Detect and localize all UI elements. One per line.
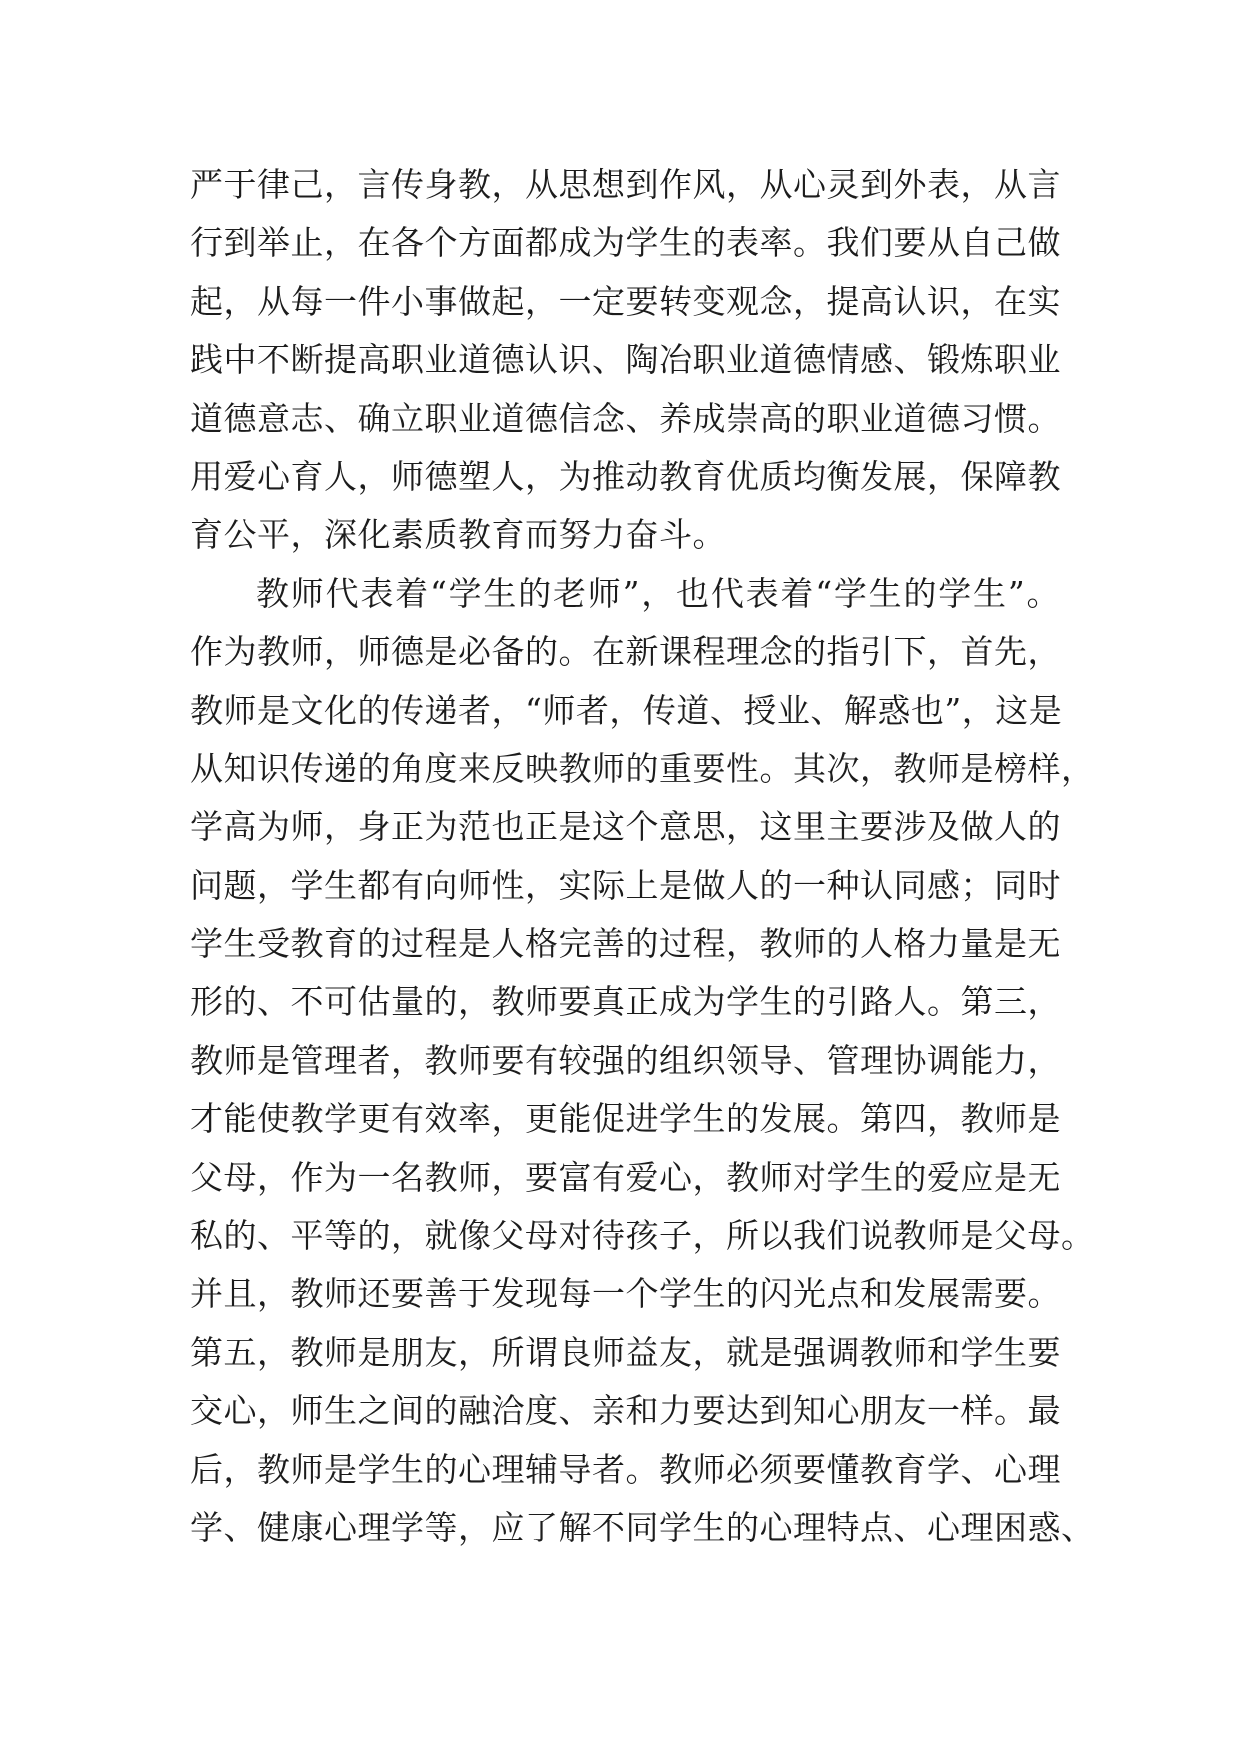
text-line: 学、健康心理学等，应了解不同学生的心理特点、心理困惑、 (190, 1507, 1095, 1547)
text-line: 教师是文化的传递者，“师者，传道、授业、解惑也”，这是 (190, 690, 1063, 730)
text-line: 父母，作为一名教师，要富有爱心，教师对学生的爱应是无 (190, 1157, 1061, 1197)
text-line: 起，从每一件小事做起，一定要转变观念，提高认识，在实 (190, 281, 1061, 321)
text-line: 学高为师，身正为范也正是这个意思，这里主要涉及做人的 (190, 807, 1061, 847)
text-line: 后，教师是学生的心理辅导者。教师必须要懂教育学、心理 (190, 1449, 1061, 1489)
text-line: 形的、不可估量的，教师要真正成为学生的引路人。第三， (190, 982, 1061, 1022)
text-line: 用爱心育人，师德塑人，为推动教育优质均衡发展，保障教 (190, 456, 1061, 496)
text-line: 第五，教师是朋友，所谓良师益友，就是强调教师和学生要 (190, 1332, 1061, 1372)
text-line: 行到举止，在各个方面都成为学生的表率。我们要从自己做 (190, 223, 1061, 263)
text-line: 才能使教学更有效率，更能促进学生的发展。第四，教师是 (190, 1099, 1061, 1139)
text-line: 教师是管理者，教师要有较强的组织领导、管理协调能力， (190, 1040, 1061, 1080)
text-line: 育公平，深化素质教育而努力奋斗。 (190, 515, 726, 555)
text-line: 道德意志、确立职业道德信念、养成崇高的职业道德习惯。 (190, 398, 1061, 438)
text-line: 问题，学生都有向师性，实际上是做人的一种认同感；同时 (190, 865, 1061, 905)
text-line: 从知识传递的角度来反映教师的重要性。其次，教师是榜样， (190, 748, 1095, 788)
text-line: 交心，师生之间的融洽度、亲和力要达到知心朋友一样。最 (190, 1391, 1061, 1431)
text-line: 并且，教师还要善于发现每一个学生的闪光点和发展需要。 (190, 1274, 1061, 1314)
body-text (190, 156, 1095, 1557)
text-line: 私的、平等的，就像父母对待孩子，所以我们说教师是父母。 (190, 1216, 1095, 1256)
paragraph-first-line: 教师代表着“学生的老师”，也代表着“学生的学生”。 (256, 573, 1060, 613)
text-line: 严于律己，言传身教，从思想到作风，从心灵到外表，从言 (190, 165, 1061, 204)
text-line: 学生受教育的过程是人格完善的过程，教师的人格力量是无 (190, 924, 1061, 964)
text-line: 践中不断提高职业道德认识、陶冶职业道德情感、锻炼职业 (190, 340, 1061, 380)
text-line: 作为教师，师德是必备的。在新课程理念的指引下，首先， (190, 632, 1061, 672)
